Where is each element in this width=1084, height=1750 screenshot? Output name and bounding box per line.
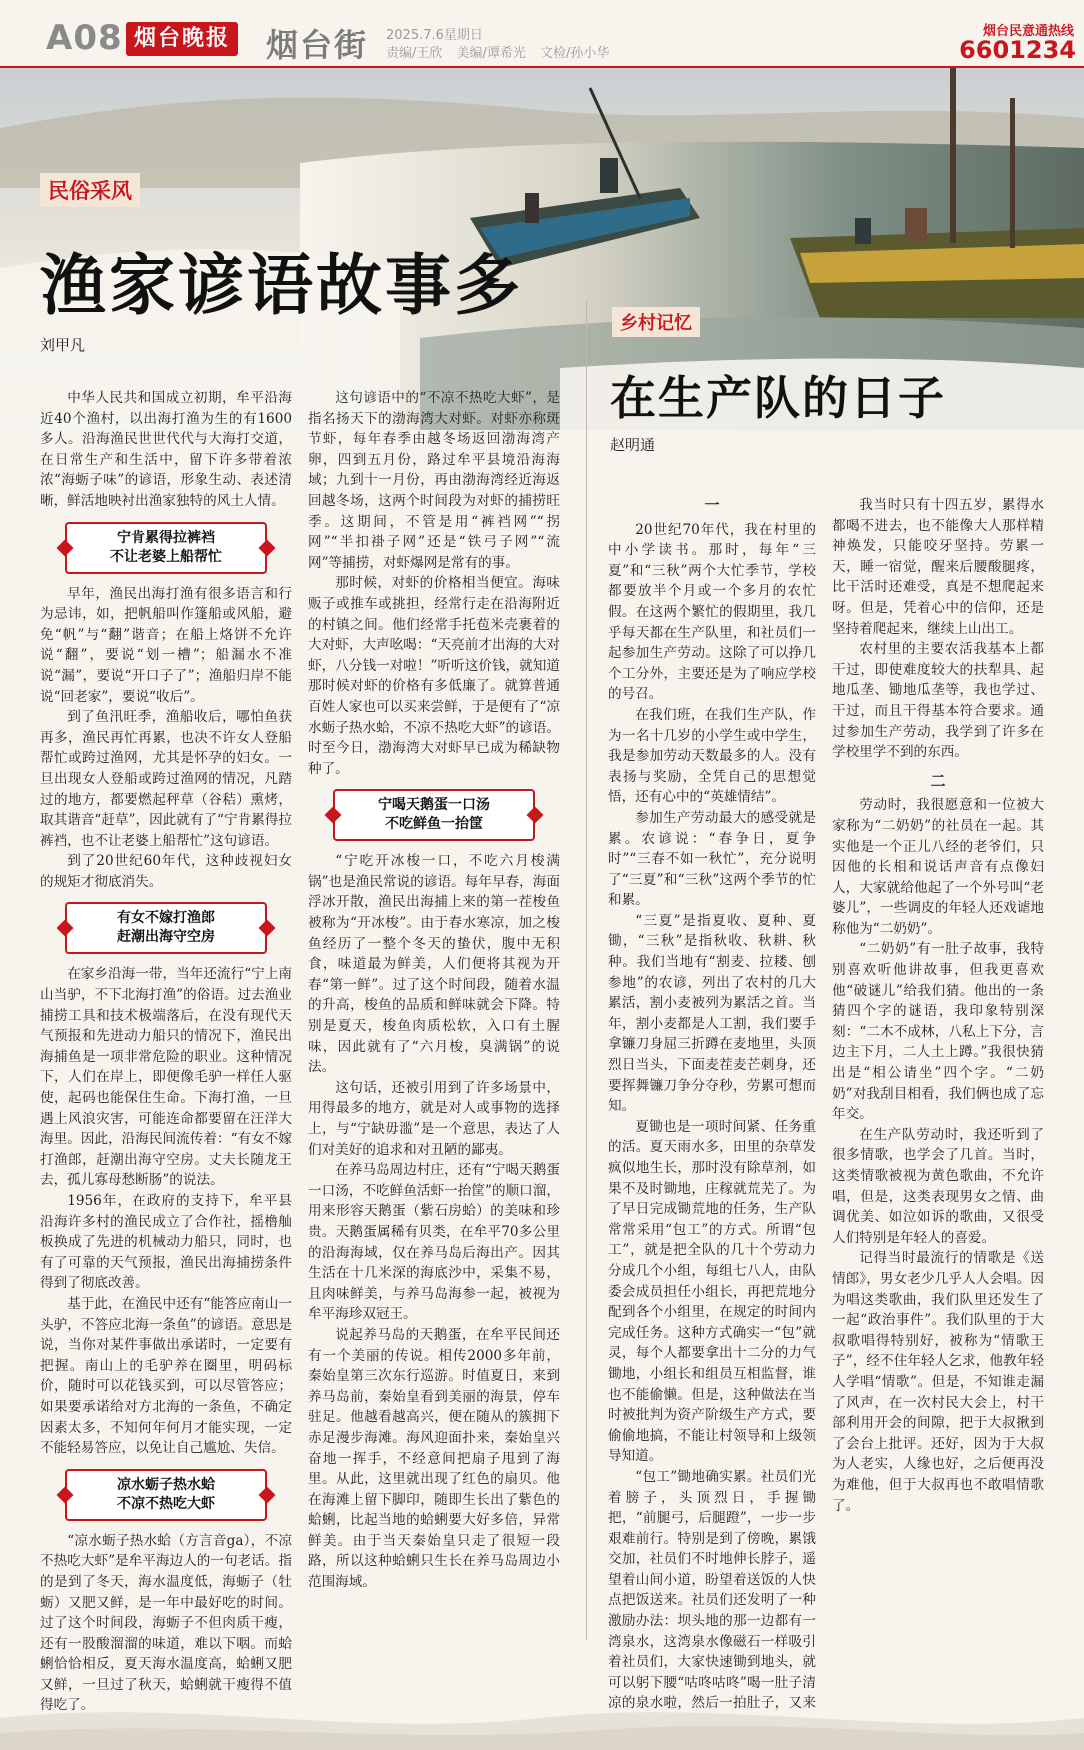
paragraph: 参加生产劳动最大的感受就是累。农谚说：“春争日，夏争时”“三春不如一秋忙”，充分说明了“三夏”和“三秋”这两个季节的忙和累。 xyxy=(608,809,816,909)
paragraph: 到了20世纪60年代，这种歧视妇女的规矩才彻底消失。 xyxy=(40,853,292,890)
wave-decoration xyxy=(0,1688,1084,1750)
paragraph: 那时候，对虾的价格相当便宜。海味贩子或推车或挑担，经常行走在沿海附近的村镇之间。他们经常手托苞米壳裹着的大对虾，大声吆喝：“天亮前才出海的大对虾，八分钱一对啦！”听听这价钱，就知道那时候对虾的价格有多低廉了。就算普通百姓人家也可以买来尝鲜，于是便有了“凉水蛎子热水蛤，不凉不热吃大虾”的谚语。时至今日，渤海湾大对虾早已成为稀缺物种了。 xyxy=(308,575,560,777)
paragraph: 这句话，还被引用到了许多场景中，用得最多的地方，就是对人或事物的选择上，与“宁缺毋滥”是一个意思，表达了人们对美好的追求和对丑陋的鄙夷。 xyxy=(308,1079,560,1158)
subheading-oysters-clams: 凉水蛎子热水蛤 不凉不热吃大虾 xyxy=(65,1469,267,1521)
paragraph: 夏锄也是一项时间紧、任务重的活。夏天雨水多，田里的杂草发疯似地生长，那时没有除草剂，如果不及时锄地，庄稼就荒芜了。为了早日完成锄荒地的任务，生产队常常采用“包工”的方式。所谓“包工”，就是把全队的几十个劳动力分成几个小组，每组七八人，由队委会成员担任小组长，再把荒地分配到各个小组里，在规定的时间内完成任务。这种方式确实一“包”就灵，每个人都要拿出十二分的力气锄地，小组长和组员互相监督，谁也不能偷懒。但是，这种做法在当时被批判为资产阶级生产方式，要偷偷地搞，不能让村领导和上级领导知道。 xyxy=(608,1118,816,1465)
editors-credit: 责编/王欣 美编/谭希光 文检/孙小华 xyxy=(386,46,610,61)
article2-column-1 xyxy=(608,495,816,1735)
paper-logo: 烟台晚报 xyxy=(126,22,238,56)
paragraph: 在养马岛周边村庄，还有“宁喝天鹅蛋一口汤，不吃鲜鱼活虾一抬筐”的顺口溜，用来形容天鹅蛋（紫石房蛤）的美味和珍贵。天鹅蛋属稀有贝类，在牟平70多公里的沿海海域，仅在养马岛后海出产。因其生活在十几米深的海底沙中，采集不易，且肉味鲜美，与养马岛海参一起，被视为牟平海珍双冠王。 xyxy=(308,1162,560,1323)
paragraph: 在家乡沿海一带，当年还流行“宁上南山当驴，不下北海打渔”的俗语。过去渔业捕捞工具和技术极端落后，在没有现代天气预报和先进动力船只的情况下，渔民出海捕鱼是一项非常危险的职业。这种情况下，人们在岸上，即便像毛驴一样任人驱使，起码也能保住生命。下海打渔，一旦遇上风浪灾害，可能连命都要留在汪洋大海里。因此，沿海民间流传着：“有女不嫁打渔郎，赶潮出海守空房。丈夫长随龙王去，孤儿寡母愁断肠”的说法。 xyxy=(40,966,292,1189)
byline-author-2: 赵明通 xyxy=(610,436,656,454)
section-name: 烟台街 xyxy=(266,26,369,64)
hotline-label: 烟台民意通热线 xyxy=(982,24,1074,39)
byline-author-1: 刘甲凡 xyxy=(40,336,86,354)
paragraph: “二奶奶”有一肚子故事，我特别喜欢听他讲故事，但我更喜欢他“破谜儿”给我们猜。他出的一条猜四个字的谜语，我印象特别深刻：“二木不成林，八私上下分，言边主下月，二人土上蹲。”我很快猜出是“相公请坐”四个字。“二奶奶”对我刮目相看，我们俩也成了忘年交。 xyxy=(832,941,1044,1123)
subheading-fisherman-bride: 有女不嫁打渔郎 赶潮出海守空房 xyxy=(65,902,267,954)
page-number: A08 xyxy=(46,18,123,58)
paragraph: 在生产队劳动时，我还听到了很多情歌，也学会了几首。当时，这类情歌被视为黄色歌曲，不允许唱，但是，这类表现男女之情、曲调优美、如泣如诉的歌曲，又很受人们特别是年轻人的喜爱。 xyxy=(832,1126,1044,1246)
paragraph: “凉水蛎子热水蛤（方言音ga），不凉不热吃大虾”是牟平海边人的一句老话。指的是到了冬天，海水温度低，海蛎子（牡蛎）又肥又鲜，是一年中最好吃的时间。过了这个时间段，海蛎子不但肉质干瘦，还有一股酸溜溜的味道，难以下咽。而蛤蜊恰恰相反，夏天海水温度高，蛤蜊又肥又鲜，一旦过了秋天，蛤蜊就干瘦得不值得吃了。 xyxy=(40,1532,292,1714)
masthead xyxy=(0,0,1084,69)
article1-column-2 xyxy=(308,388,560,1593)
subheading-pull-pants: 宁肯累得拉裤裆 不让老婆上船帮忙 xyxy=(65,522,267,574)
paragraph: 我当时只有十四五岁，累得水都喝不进去，也不能像大人那样精神焕发，只能咬牙坚持。劳累一天，睡一宿觉，醒来后腰酸腿疼，比干活时还难受，真是不想爬起来呀。但是，凭着心中的信仰，还是坚持着爬起来，继续上山出工。 xyxy=(832,497,1044,637)
hotline-number: 6601234 xyxy=(959,36,1076,64)
paragraph: 20世纪70年代，我在村里的中小学读书。那时，每年“三夏”和“三秋”两个大忙季节，学校都要放半个月或一个多月的农忙假。在这两个繁忙的假期里，我几乎每天都在生产队里，和社员们一起参加生产劳动。这除了可以挣几个工分外，主要还是为了响应学校的号召。 xyxy=(608,521,816,703)
column-divider xyxy=(586,300,587,1640)
paragraph: 这句谚语中的“不凉不热吃大虾”，是指名扬天下的渤海湾大对虾。对虾亦称斑节虾，每年春季由越冬场返回渤海湾产卵，四到五月份，路过牟平县境沿海海域；九到十一月份，再由渤海湾经近海返回越冬场，这两个时间段为对虾的捕捞旺季。这期间，不管是用“裤裆网”“拐网”“半扣褂子网”还是“铁弓子网”“流网”等捕捞，对虾爆网是常有的事。 xyxy=(308,390,560,571)
paragraph: 记得当时最流行的情歌是《送情郎》，男女老少几乎人人会唱。因为唱这类歌曲，我们队里还发生了一起“政治事件”。我们队里的于大叔歌唱得特别好，被称为“情歌王子”，经不住年轻人乞求，他教年轻人学唱“情歌”。但是，不知谁走漏了风声，在一次村民大会上，村干部利用开会的间隙，把于大叔揪到了会台上批评。还好，因为于大叔为人老实，人缘也好，之后便再没为难他，但于大叔再也不敢唱情歌了。 xyxy=(832,1250,1044,1514)
paragraph: 说起养马岛的天鹅蛋，在牟平民间还有一个美丽的传说。相传2000多年前，秦始皇第三次东行巡游。时值夏日，来到养马岛前，秦始皇看到美丽的海景，停车驻足。他越看越高兴，便在随从的簇拥下赤足漫步海滩。海风迎面扑来，秦始皇兴奋地一挥手，不经意间把扇子甩到了海里。从此，这里就出现了红色的扇贝。他在海滩上留下脚印，随即生长出了紫色的蛤蜊，比起当地的蛤蜊要大好多倍，异常鲜美。由于当天秦始皇只走了很短一段路，所以这种蛤蜊只生长在养马岛周边小范围海域。 xyxy=(308,1326,560,1591)
issue-date: 2025.7.6星期日 xyxy=(386,28,483,43)
paragraph: 基于此，在渔民中还有“能答应南山一头驴，不答应北海一条鱼”的谚语。意思是说，当你对某件事做出承诺时，一定要有把握。南山上的毛驴养在圈里，明码标价，随时可以花钱买到，可以尽管答应；如果要承诺给对方北海的一条鱼，不确定因素太多，不知何年何月才能实现，一定不能轻易答应，以免让自己尴尬、失信。 xyxy=(40,1295,292,1457)
paragraph: “包工”锄地确实累。社员们光着膀子，头顶烈日，手握锄把，“前腿弓，后腿蹬”，一步一步艰难前行。特别是到了傍晚，累饿交加，社员们不时地伸长脖子，遥望着山间小道，盼望着送饭的人快点把饭送来。社员们还发明了一种激励办法：坝头地的那一边都有一湾泉水，这湾泉水像磁石一样吸引着社员们，大家快速锄到地头，就可以躬下腰“咕咚咕咚”喝一肚子清凉的泉水啦，然后一拍肚子，又来 xyxy=(608,1468,816,1712)
paragraph: 到了鱼汛旺季，渔船收后，哪怕鱼获再多，渔民再忙再累，也决不许女人登船帮忙或跨过渔网，尤其是怀孕的妇女。一旦出现女人登船或跨过渔网的情况，凡踏过的地方，都要燃起秤草（谷秸）熏烤，取其谐音“赶草”，因此就有了“宁肯累得拉裤裆，也不让老婆上船帮忙”这句谚语。 xyxy=(40,709,292,849)
paragraph: 早年，渔民出海打渔有很多语言和行为忌讳，如，把帆船叫作篷船或风船，避免“帆”与“翻”谐音；在船上烙饼不允许说“翻”，要说“划一槽”；船漏水不准说“漏”，要说“开口子了”；渔船归岸不能说“回老家”，要说“收后”。 xyxy=(40,585,292,705)
article2-column-2 xyxy=(832,495,1044,1516)
paragraph: 在我们班，在我们生产队，作为一名十几岁的小学生或中学生，我是参加劳动天数最多的人。没有表扬与奖励，全凭自己的思想觉悟，还有心中的“英雄情结”。 xyxy=(608,706,816,806)
column-tag-rural: 乡村记忆 xyxy=(612,307,700,337)
paragraph: “三夏”是指夏收、夏种、夏锄，“三秋”是指秋收、秋耕、秋种。我们当地有“割麦、拉耧、刨参地”的农谚，列出了农村的几大累活，割小麦被列为累活之首。当年，割小麦都是人工割，我们要手拿镰刀身屈三折蹲在麦地里，头顶烈日当头，下面麦茬麦芒刺身，还要挥舞镰刀争分夺秒，劳累可想而知。 xyxy=(608,912,816,1115)
paragraph: 1956年，在政府的支持下，牟平县沿海许多村的渔民成立了合作社，摇橹舢板换成了先进的机械动力船只，同时，也有了可靠的天气预报，渔民出海捕捞条件得到了彻底改善。 xyxy=(40,1193,292,1292)
subheading-swan-egg: 宁喝天鹅蛋一口汤 不吃鲜鱼一抬筐 xyxy=(333,789,535,841)
article-title-fishing-proverbs: 渔家谚语故事多 xyxy=(40,247,523,324)
section-number-2: 二 xyxy=(930,771,946,790)
section-number-1: 一 xyxy=(704,496,720,514)
article1-intro: 中华人民共和国成立初期，牟平沿海近40个渔村，以出海打渔为生的有1600多人。沿海渔民世世代代与大海打交道，在日常生产和生活中，留下许多带着浓浓“海蛎子味”的谚语，形象生动、表述清晰，鲜活地映衬出渔家独特的风土人情。 xyxy=(40,390,292,509)
paragraph: 劳动时，我很愿意和一位被大家称为“二奶奶”的社员在一起。其实他是一个正儿八经的老爷们，只因他的长相和说话声音有点像妇人，大家就给他起了一个外号叫“老婆儿”，一些调皮的年轻人还戏谑地称他为“二奶奶”。 xyxy=(832,797,1044,937)
article1-column-1 xyxy=(40,388,292,1716)
paragraph: “宁吃开冰梭一口，不吃六月梭满锅”也是渔民常说的谚语。每年早春，海面浮冰开散，渔民出海捕上来的第一茬梭鱼被称为“开冰梭”。由于春水寒凉，加之梭鱼经历了一整个冬天的蛰伏，腹中无积食，味道最为鲜美，人们便将其视为开春“第一鲜”。过了这个时间段，随着水温的升高，梭鱼的品质和鲜味就会下降。特别是夏天，梭鱼肉质松软，入口有土腥味，因此就有了“六月梭，臭满锅”的说法。 xyxy=(308,853,560,1076)
column-tag-folk: 民俗采风 xyxy=(40,173,140,207)
paragraph: 农村里的主要农活我基本上都干过，即使难度较大的扶犁具、起地瓜垄、锄地瓜垄等，我也学过、干过，而且干得基本符合要求。通过参加生产劳动，我学到了许多在学校里学不到的东西。 xyxy=(832,641,1044,761)
article-title-production-team: 在生产队的日子 xyxy=(610,371,946,425)
